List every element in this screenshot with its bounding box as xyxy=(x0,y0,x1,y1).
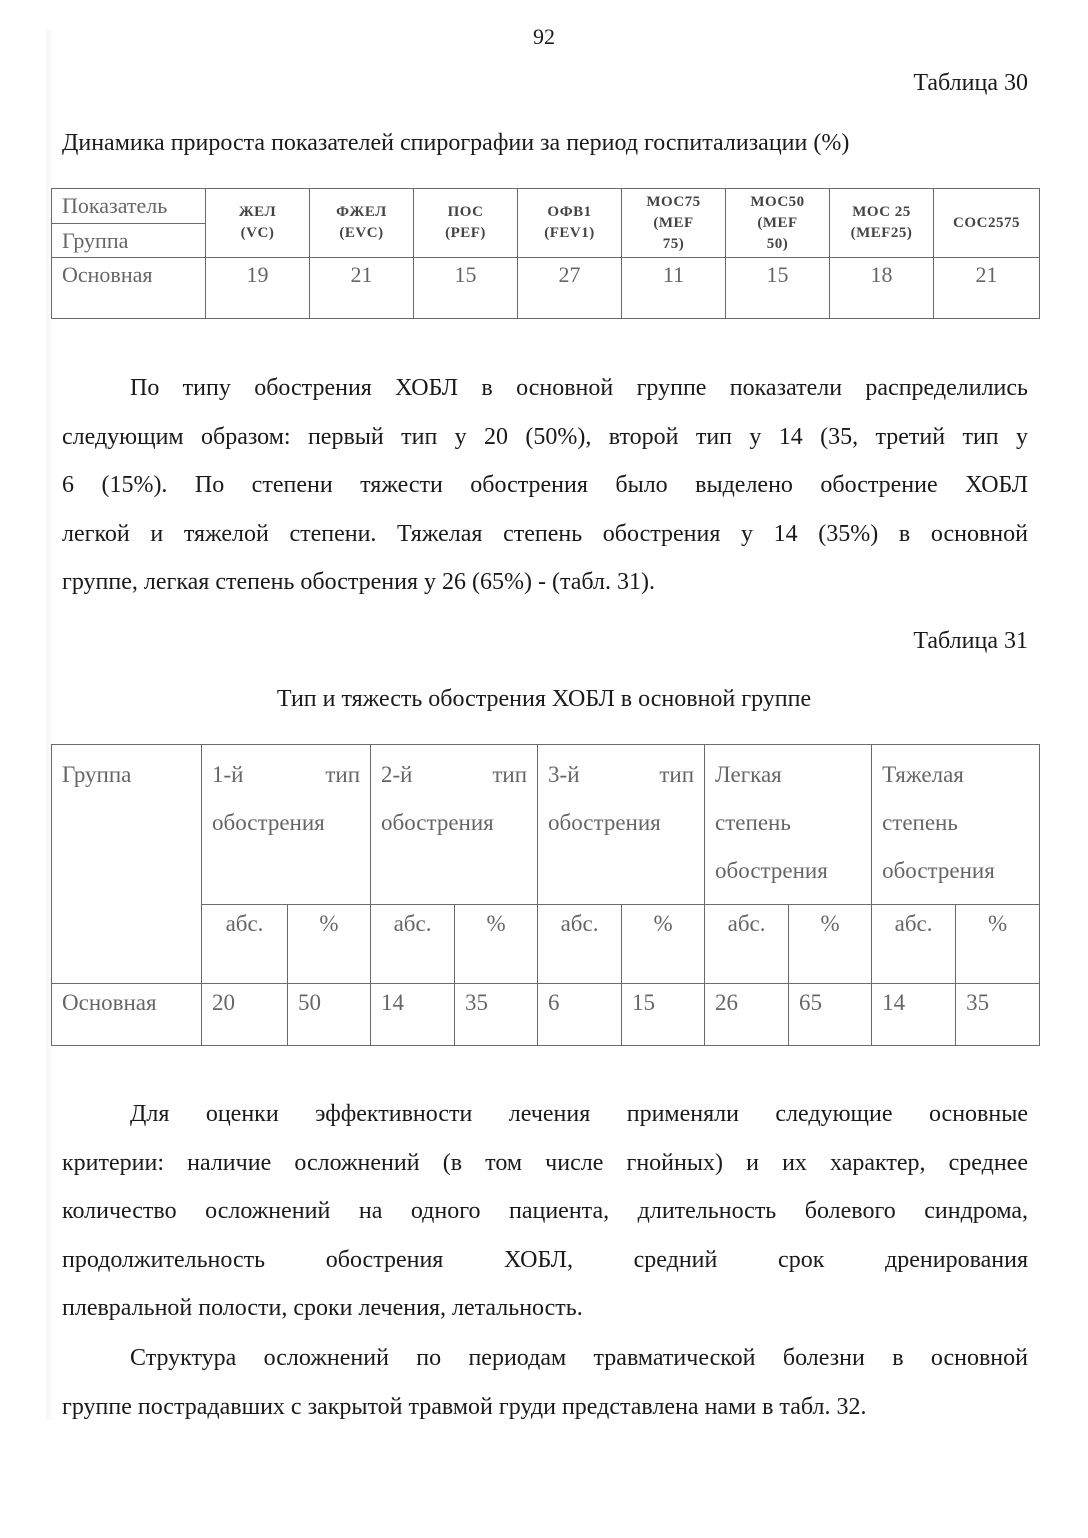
column-header: Тяжелая степень обострения xyxy=(872,745,1040,905)
table-31 xyxy=(51,744,1040,1046)
column-header: ФЖЕЛ (EVC) xyxy=(310,189,414,258)
table-cell: 19 xyxy=(206,258,310,319)
table-cell: 50 xyxy=(288,984,371,1046)
table-cell: 11 xyxy=(622,258,726,319)
paragraph xyxy=(62,364,1028,607)
column-header: МОС75 (MEF 75) xyxy=(622,189,726,258)
table-cell: 15 xyxy=(622,984,705,1046)
table-cell: 35 xyxy=(956,984,1040,1046)
text-line: продолжительность обострения ХОБЛ, средний срок дренирования xyxy=(62,1246,1028,1273)
text-line: легкой и тяжелой степени. Тяжелая степень обострения у 14 (35%) в основной xyxy=(62,520,1028,547)
column-header: ПОС (PEF) xyxy=(414,189,518,258)
column-header: 2-й тип обострения xyxy=(371,745,538,905)
table-cell: 14 xyxy=(872,984,956,1046)
column-header: СОС2575 xyxy=(934,189,1040,258)
group-header: Группа xyxy=(52,745,202,984)
column-header: Легкая степень обострения xyxy=(705,745,872,905)
table-30-caption: Таблица 30 xyxy=(913,70,1028,96)
table-row xyxy=(52,984,1040,1046)
table-cell: 35 xyxy=(455,984,538,1046)
table-cell: 20 xyxy=(202,984,288,1046)
table-cell: 6 xyxy=(538,984,622,1046)
text-line: критерии: наличие осложнений (в том числе гнойных) и их характер, среднее xyxy=(62,1149,1028,1176)
table-31-caption: Таблица 31 xyxy=(913,628,1028,654)
text-line: количество осложнений на одного пациента, длительность болевого синдрома, xyxy=(62,1198,1028,1224)
percent-subheader: % xyxy=(288,905,371,984)
text-line: 6 (15%). По степени тяжести обострения было выделено обострение ХОБЛ xyxy=(62,472,1028,498)
table-30 xyxy=(51,188,1040,319)
page-number: 92 xyxy=(533,24,555,49)
table-cell: 26 xyxy=(705,984,789,1046)
percent-subheader: % xyxy=(789,905,872,984)
table-cell: 15 xyxy=(414,258,518,319)
paragraph xyxy=(62,1334,1028,1431)
corner-header-indicator: Показатель xyxy=(52,189,206,224)
text-line: Для оценки эффективности лечения применяли следующие основные xyxy=(130,1101,1028,1127)
abs-subheader: абс. xyxy=(705,905,789,984)
text-line: группе пострадавших с закрытой травмой груди представлена нами в табл. 32. xyxy=(62,1393,867,1420)
row-label: Основная xyxy=(52,258,206,319)
table-cell: 21 xyxy=(310,258,414,319)
table-cell: 14 xyxy=(371,984,455,1046)
paragraph xyxy=(62,1090,1028,1333)
abs-subheader: абс. xyxy=(538,905,622,984)
text-line: Структура осложнений по периодам травматической болезни в основной xyxy=(130,1345,1028,1371)
column-header: 1-й тип обострения xyxy=(202,745,371,905)
table-cell: 15 xyxy=(726,258,830,319)
table-row xyxy=(52,258,1040,319)
text-line: следующим образом: первый тип у 20 (50%), второй тип у 14 (35, третий тип у xyxy=(62,423,1028,450)
row-label: Основная xyxy=(52,984,202,1046)
percent-subheader: % xyxy=(956,905,1040,984)
table-cell: 65 xyxy=(789,984,872,1046)
abs-subheader: абс. xyxy=(202,905,288,984)
table-31-title: Тип и тяжесть обострения ХОБЛ в основной группе xyxy=(276,686,812,712)
column-header: МОС 25 (MEF25) xyxy=(830,189,934,258)
column-header: ОФВ1 (FEV1) xyxy=(518,189,622,258)
corner-header-group: Группа xyxy=(52,224,206,258)
column-header: 3-й тип обострения xyxy=(538,745,705,905)
table-cell: 27 xyxy=(518,258,622,319)
text-line: группе, легкая степень обострения у 26 (65%) - (табл. 31). xyxy=(62,569,656,595)
percent-subheader: % xyxy=(455,905,538,984)
abs-subheader: абс. xyxy=(872,905,956,984)
column-header: ЖЕЛ (VC) xyxy=(206,189,310,258)
percent-subheader: % xyxy=(622,905,705,984)
table-cell: 21 xyxy=(934,258,1040,319)
abs-subheader: абс. xyxy=(371,905,455,984)
table-30-title: Динамика прироста показателей спирографии за период госпитализации (%) xyxy=(62,130,850,156)
column-header: МОС50 (MEF 50) xyxy=(726,189,830,258)
table-cell: 18 xyxy=(830,258,934,319)
text-line: плевральной полости, сроки лечения, летальность. xyxy=(62,1295,583,1321)
text-line: По типу обострения ХОБЛ в основной группе показатели распределились xyxy=(130,375,1028,401)
